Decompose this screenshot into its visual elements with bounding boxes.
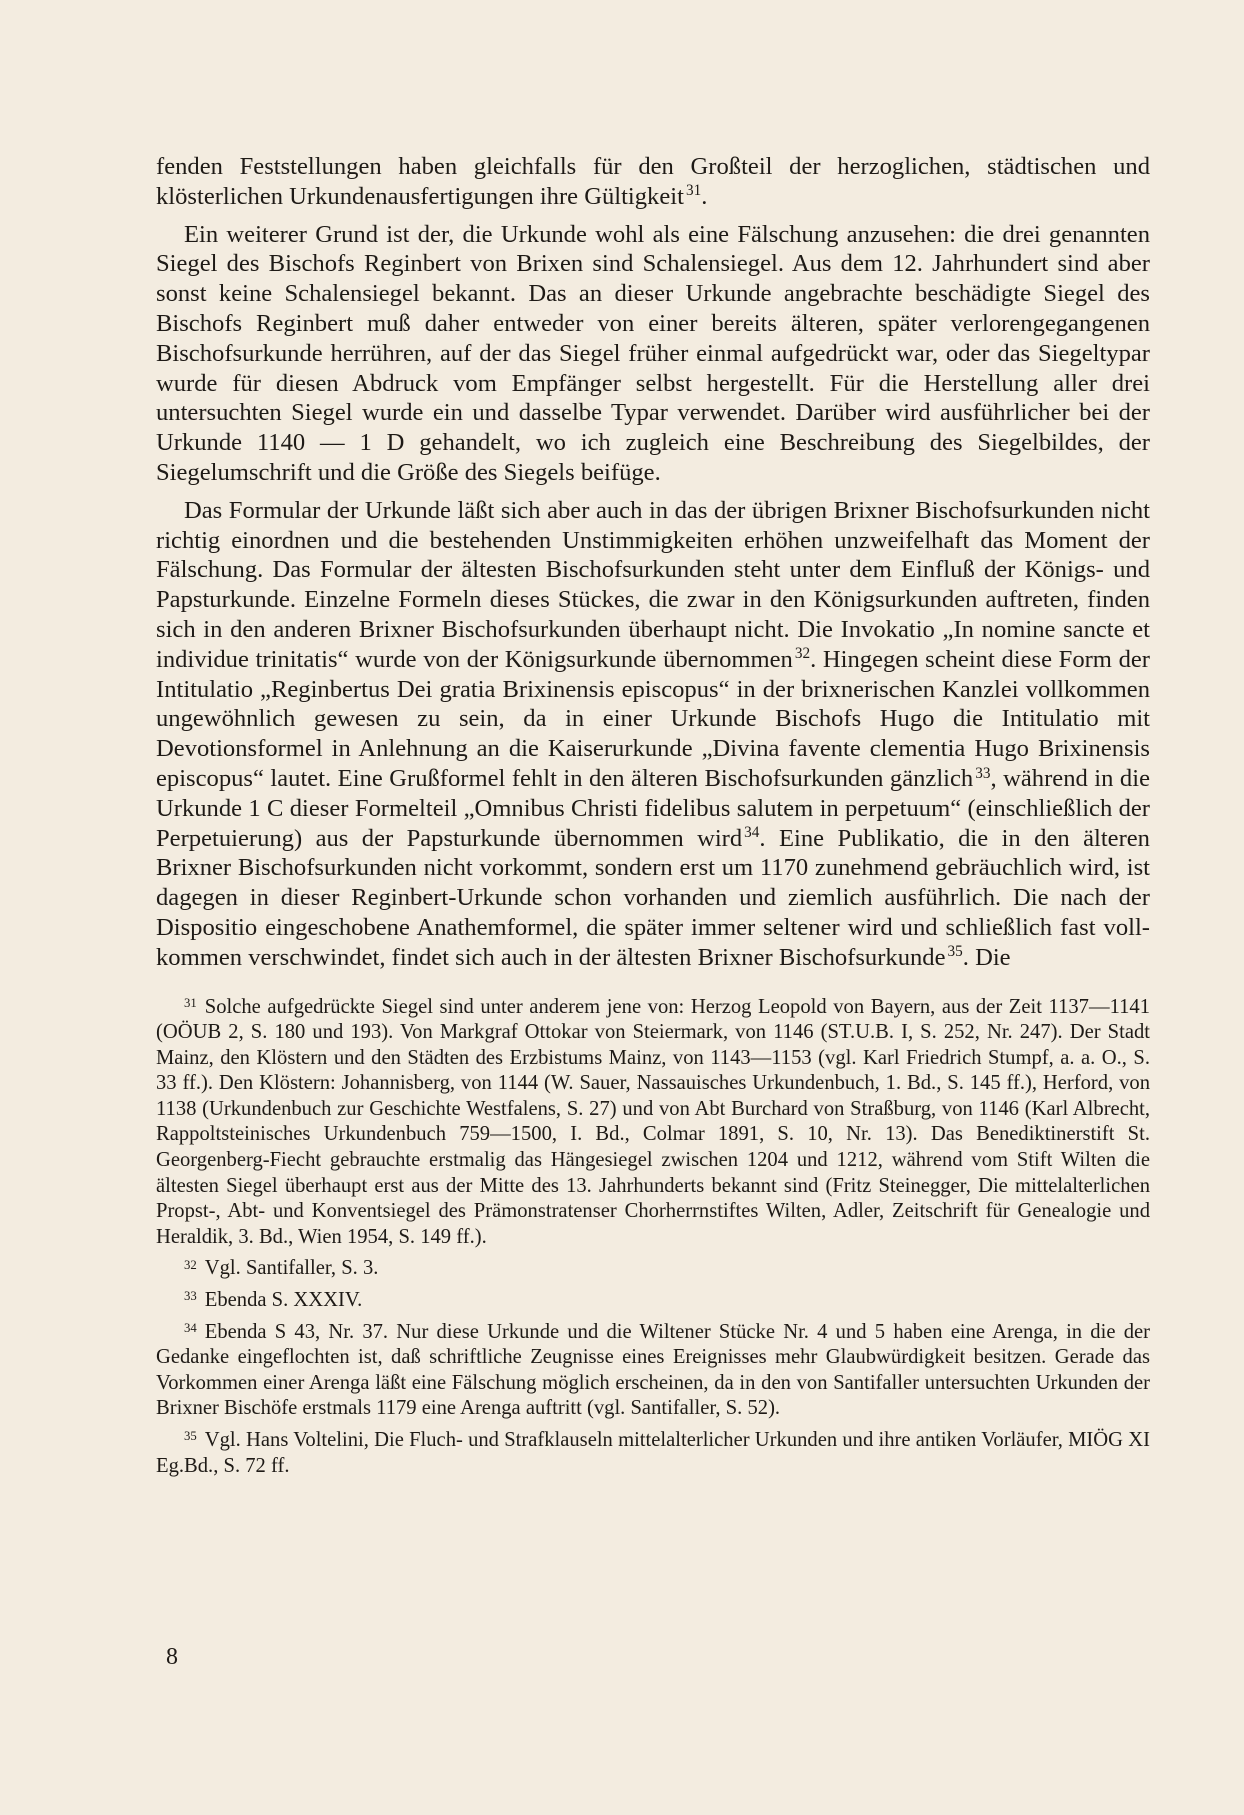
main-text [156, 152, 1150, 973]
footnote [156, 1288, 1150, 1314]
page-content [156, 152, 1150, 1485]
footnote-reference: 35 [947, 943, 963, 961]
footnote-reference: 34 [744, 824, 760, 842]
footnote-text: Ebenda S. XXXIV. [204, 1289, 363, 1312]
footnote-text: Vgl. Hans Voltelini, Die Fluch- und Strafklauseln mittelalterlicher Urkunden und ihre antiken Vorläufer, MIÖG XI Eg.Bd., S. 72 ff. [156, 1429, 1150, 1477]
paragraph-text: . Die [962, 943, 1011, 971]
page-number: 8 [166, 1644, 178, 1670]
paragraph-text: . Eine Publikatio, die in den älteren Brixner Bischofsurkunden nicht vorkommt, sondern erst um 1170 zunehmend gebräuchlich wird, ist dagegen in dieser Reginbert-Urkunde schon vorhanden und ziemlich ausführlich. Die nach der Dispositio eingeschobene Anathemformel, die später immer seltener wird und schließlich fast vollkommen verschwindet, findet sich auch in der ältesten Brixner Bischofsurkunde [156, 824, 1150, 971]
paragraph-text: Das Formular der Urkunde läßt sich aber auch in das der übrigen Brixner Bischofsurkunden nicht richtig einordnen und die bestehenden Unstimmigkeiten erhöhen unzweifelhaft das Moment der Fälschung. Das Formular der ältesten Bischofsurkunden steht unter dem Einfluß der Königs- und Papsturkunde. Einzelne Formeln dieses Stückes, die zwar in den Königsurkunden auftreten, finden sich in den anderen Brixner Bischofsurkunden überhaupt nicht. Die Invokatio „In nomine sancte et individue trinitatis“ wurde von der Königsurkunde übernommen [156, 496, 1150, 673]
footnote-number: 35 [184, 1429, 197, 1444]
paragraph-text: fenden Feststellungen haben gleichfalls für den Großteil der herzoglichen, städtischen und klösterlichen Urkundenausfertigungen ihre Gültigkeit [156, 153, 1150, 210]
footnote-number: 33 [184, 1289, 197, 1304]
footnote-reference: 31 [685, 182, 702, 200]
footnote [156, 995, 1150, 1251]
paragraph-text: , während in die Urkunde 1 C dieser Formelteil „Omnibus Christi fidelibus salutem in perpetuum“ (einschließlich der Perpetuierung) aus der Papsturkunde übernommen wird [156, 764, 1150, 852]
footnote-number: 34 [184, 1320, 197, 1335]
paragraph-text: . Hingegen scheint diese Form der Intitulatio „Reginbertus Dei gratia Brixinensis episcopus“ in der brixnerischen Kanzlei vollkommen ungewöhnlich gewesen zu sein, da in einer Urkunde Bischofs Hugo die Intitulatio mit Devotionsformel in Anlehnung an die Kaiserurkunde „Divina favente clementia Hugo Brixinensis episcopus“ lautet. Eine Grußformel fehlt in den älteren Bischofsurkunden gänzlich [156, 645, 1150, 792]
footnotes [156, 995, 1150, 1480]
footnote-number: 31 [184, 995, 197, 1010]
footnote-reference: 32 [794, 645, 811, 663]
footnote-reference: 33 [975, 764, 991, 782]
footnote [156, 1256, 1150, 1282]
footnote [156, 1320, 1150, 1422]
footnote-number: 32 [184, 1257, 197, 1272]
footnote-text: Solche aufgedrückte Siegel sind unter anderem jene von: Herzog Leopold von Bayern, aus der Zeit 1137—1141 (OÖUB 2, S. 180 und 193). Von Markgraf Ottokar von Steiermark, von 1146 (ST.U.B. I, S. 252, Nr. 247). Der Stadt Mainz, den Klöstern und den Städten des Erzbistums Mainz, von 1143—1153 (vgl. Karl Friedrich Stumpf, a. a. O., S. 33 ff.). Den Klöstern: Johannisberg, von 1144 (W. Sauer, Nassauisches Urkundenbuch, 1. Bd., S. 145 ff.), Herford, von 1138 (Urkundenbuch zur Geschichte Westfalens, S. 27) und von Abt Burchard von Straßburg, von 1146 (Karl Albrecht, Rappoltsteinisches Urkundenbuch 759—1500, I. Bd., Colmar 1891, S. 10, Nr. 13). Das Benediktinerstift St. Georgenberg-Fiecht gebrauchte erstmalig das Hängesiegel zwischen 1204 und 1212, während vom Stift Wilten die ältesten Siegel überhaupt erst aus der Mitte des 13. Jahrhunderts bekannt sind (Fritz Steinegger, Die mittelalterlichen Propst-, Abt- und Konventsiegel des Prämonstratenser Chorherrnstiftes Wilten, Adler, Zeitschrift für Genealogie und Heraldik, 3. Bd., Wien 1954, S. 149 ff.). [156, 995, 1150, 1248]
paragraph: fenden Feststellungen haben gleichfalls für den Großteil der herzoglichen, städtischen und klösterlichen Urkundenausfertigungen ihre Gültigkeit $^{31}$. [156, 153, 1150, 210]
footnote-text: Vgl. Santifaller, S. 3. [204, 1257, 379, 1280]
footnote-text: Ebenda S 43, Nr. 37. Nur diese Urkunde und die Wiltener Stücke Nr. 4 und 5 haben eine Arenga, in die der Gedanke eingeflochten ist, daß schriftliche Zeugnisse eines Ereignisses mehr Glaubwürdigkeit besitzen. Gerade das Vorkommen einer Arenga läßt eine Fälschung möglich erscheinen, da in den von Santifaller untersuchten Urkunden der Brixner Bischöfe erstmals 1179 eine Arenga auftritt (vgl. Santifaller, S. 52). [156, 1320, 1150, 1420]
paragraph [156, 496, 1150, 973]
footnote [156, 1428, 1150, 1479]
paragraph: Ein weiterer Grund ist der, die Urkunde wohl als eine Fälschung anzusehen: die drei genannten Siegel des Bischofs Reginbert von Brixen sind Schalensiegel. Aus dem 12. Jahrhundert sind aber sonst keine Schalensiegel bekannt. Das an dieser Urkunde angebrachte beschädigte Siegel des Bischofs Reginbert muß daher entweder von einer bereits älteren, später verlorengegangenen Bischofsurkunde herrühren, auf der das Siegel früher einmal aufgedrückt war, oder das Siegeltypar wurde für diesen Abdruck vom Empfänger selbst hergestellt. Für die Herstellung aller drei untersuchten Siegel wurde ein und dasselbe Typar verwendet. Darüber wird ausführlicher bei der Urkunde 1140 — 1 D gehandelt, wo ich zugleich eine Beschreibung des Siegelbildes, der Siegelumschrift und die Größe des Siegels beifüge. [156, 220, 1150, 486]
